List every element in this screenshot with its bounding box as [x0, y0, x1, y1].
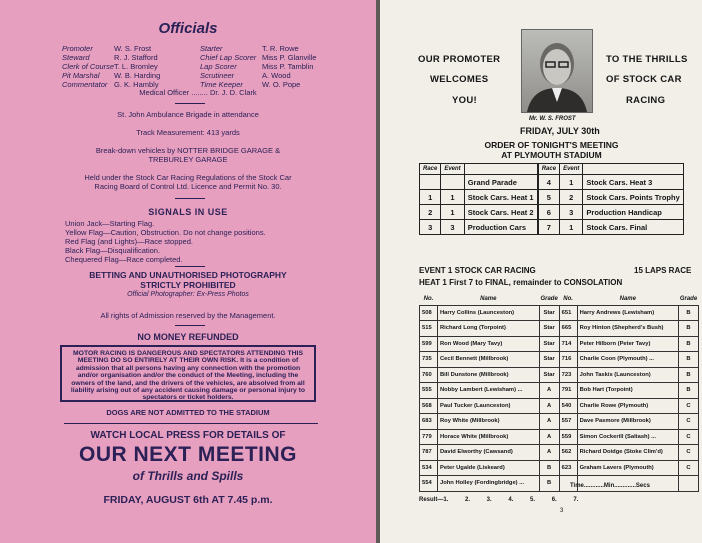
entry-cell [679, 476, 699, 492]
entries-table [419, 293, 699, 492]
table-row [420, 336, 699, 352]
entry-cell: Paul Tucker (Launceston) [438, 398, 540, 414]
order-header: Event [560, 164, 583, 175]
official-role: Pit Marshal [62, 71, 100, 80]
order-header: Race [420, 164, 441, 175]
entry-cell: Dave Pasmore (Millbrook) [577, 414, 678, 430]
order-cell: Stock Cars. Heat 2 [464, 205, 538, 220]
entries-header: No. [563, 295, 573, 302]
right-page [380, 0, 702, 543]
order-cell: Grand Parade [464, 175, 538, 190]
order-cell: 6 [538, 205, 560, 220]
signal-item: Yellow Flag—Caution, Obstruction. Do not change positions. [65, 228, 266, 237]
refund-notice: NO MONEY REFUNDED [137, 332, 239, 342]
order-cell: 7 [538, 220, 560, 235]
official-role-2: Time Keeper [200, 80, 243, 89]
signal-item: Chequered Flag—Race completed. [65, 255, 183, 264]
entry-cell: 540 [559, 398, 577, 414]
promoter-photo [521, 29, 593, 113]
entry-cell: A [539, 445, 559, 461]
order-cell: Production Handicap [583, 205, 684, 220]
entry-cell: B [679, 321, 699, 337]
official-name: W. B. Harding [114, 71, 161, 80]
result-line: Result—1. 2. 3. 4. 5. 6. 7. [419, 497, 579, 503]
betting-notice-1: BETTING AND UNAUTHORISED PHOTOGRAPHY [89, 270, 287, 280]
table-row [420, 398, 699, 414]
warning-box: MOTOR RACING IS DANGEROUS AND SPECTATORS ATTENDING THIS MEETING DO SO ENTIRELY AT THEIR OWN RISK. It is a condition of admission that all persons having any connection with the promotion and/or organisation and/or the conduct of the Meeting, including the owners of the land, and the drivers of the vehicles, are absolved from all liability arising out of any accident causing damage or personal injury to spectators or ticket holders. [60, 345, 316, 402]
official-role-2: Scrutineer [200, 71, 235, 80]
official-role-2: Starter [200, 44, 223, 53]
official-name-2: A. Wood [262, 71, 291, 80]
regulations-text-1: Held under the Stock Car Racing Regulations of the Stock Car [84, 173, 292, 182]
entry-cell: John Holley (Fordingbridge) ... [438, 476, 540, 492]
order-row [420, 205, 684, 220]
entry-cell: Simon Cockerill (Saltash) ... [577, 429, 678, 445]
entry-cell: Peter Hilborn (Peter Tavy) [577, 336, 678, 352]
event-line: EVENT 1 STOCK CAR RACING [419, 266, 536, 275]
order-cell: Production Cars [464, 220, 538, 235]
entry-cell: 568 [420, 398, 438, 414]
heat-line: HEAT 1 First 7 to FINAL, remainder to CONSOLATION [419, 278, 623, 287]
entry-cell: 787 [420, 445, 438, 461]
entry-cell: 508 [420, 305, 438, 321]
entry-cell: 623 [559, 460, 577, 476]
entry-cell: 651 [559, 305, 577, 321]
entry-cell: 735 [420, 352, 438, 368]
entry-cell: 554 [420, 476, 438, 492]
entry-cell: C [679, 398, 699, 414]
table-row [420, 476, 699, 492]
order-header [583, 164, 684, 175]
order-header: Event [441, 164, 464, 175]
order-cell: Stock Cars. Final [583, 220, 684, 235]
entry-cell: Graham Lavers (Plymouth) [577, 460, 678, 476]
entry-cell: 534 [420, 460, 438, 476]
entry-cell: 760 [420, 367, 438, 383]
table-row [420, 414, 699, 430]
order-cell: 1 [420, 190, 441, 205]
entry-cell: Roy White (Millbrook) [438, 414, 540, 430]
entry-cell: Roy Hinton (Shepherd's Bush) [577, 321, 678, 337]
official-role: Promoter [62, 44, 93, 53]
order-cell: 3 [420, 220, 441, 235]
entry-cell: B [679, 336, 699, 352]
entry-cell: 562 [559, 445, 577, 461]
entries-header: Name [619, 295, 636, 302]
entry-cell: Bob Hart (Torpoint) [577, 383, 678, 399]
entry-cell: Richard Long (Torpoint) [438, 321, 540, 337]
official-name-2: T. R. Rowe [262, 44, 299, 53]
divider [175, 325, 205, 326]
entry-cell: Star [539, 321, 559, 337]
entry-cell: A [539, 383, 559, 399]
order-row [420, 175, 684, 190]
table-row [420, 460, 699, 476]
divider [64, 423, 318, 424]
officials-title: Officials [158, 20, 218, 37]
entry-cell: Peter Ugalde (Liskeard) [438, 460, 540, 476]
betting-notice-2: STRICTLY PROHIBITED [140, 280, 236, 290]
order-cell: 1 [441, 190, 464, 205]
entry-cell: Horace White (Millbrook) [438, 429, 540, 445]
thrills-line-3: RACING [626, 95, 666, 106]
entries-header: Name [480, 295, 497, 302]
order-cell [420, 175, 441, 190]
laps-text: 15 LAPS RACE [634, 266, 692, 275]
entry-cell: C [679, 414, 699, 430]
order-cell: 1 [560, 175, 583, 190]
official-role-2: Lap Scorer [200, 62, 237, 71]
entry-cell: 515 [420, 321, 438, 337]
meeting-date: FRIDAY, JULY 30th [520, 126, 600, 136]
entry-cell: B [679, 367, 699, 383]
entry-cell: 714 [559, 336, 577, 352]
divider [175, 198, 205, 199]
entry-cell: Harry Andrews (Lewisham) [577, 305, 678, 321]
entry-cell: Ron Wood (Mary Tavy) [438, 336, 540, 352]
official-name: T. L. Bromley [114, 62, 158, 71]
track-text: Track Measurement: 413 yards [136, 128, 240, 137]
order-cell: Stock Cars. Heat 1 [464, 190, 538, 205]
order-header: Race [538, 164, 560, 175]
promoter-line-1: OUR PROMOTER [418, 54, 501, 65]
official-role: Steward [62, 53, 90, 62]
regulations-text-2: Racing Board of Control Ltd. Licence and Permit No. 30. [94, 182, 282, 191]
medical-officer: Medical Officer ........ Dr. J. D. Clark [139, 88, 257, 97]
entry-cell: Star [539, 352, 559, 368]
entry-cell: 559 [559, 429, 577, 445]
order-cell: Stock Cars. Points Trophy [583, 190, 684, 205]
order-header [464, 164, 538, 175]
order-row [420, 220, 684, 235]
entry-cell: Bill Dunstone (Millbrook) [438, 367, 540, 383]
entry-cell: A [539, 429, 559, 445]
official-role-2: Chief Lap Scorer [200, 53, 257, 62]
entry-cell: C [679, 429, 699, 445]
entry-cell: Harry Collins (Launceston) [438, 305, 540, 321]
order-cell [441, 175, 464, 190]
page-number: 3 [560, 508, 564, 514]
entry-cell: Charlie Coon (Plymouth) ... [577, 352, 678, 368]
table-row [420, 429, 699, 445]
entry-cell: Cecil Bennett (Millbrook) [438, 352, 540, 368]
entries-header: Grade [540, 295, 558, 302]
official-name-2: Miss P. Tamblin [262, 62, 314, 71]
ambulance-text: St. John Ambulance Brigade in attendance [117, 110, 259, 119]
entry-cell: B [679, 383, 699, 399]
table-row [420, 305, 699, 321]
entry-cell: B [539, 476, 559, 492]
table-row [420, 445, 699, 461]
promoter-line-3: YOU! [452, 95, 477, 106]
table-row [420, 321, 699, 337]
signal-item: Black Flag—Disqualification. [65, 246, 161, 255]
entry-cell: 791 [559, 383, 577, 399]
entry-cell: B [539, 460, 559, 476]
entry-cell: B [679, 352, 699, 368]
order-cell: 4 [538, 175, 560, 190]
rights-text: All rights of Admission reserved by the Management. [100, 311, 276, 320]
entry-cell: Star [539, 336, 559, 352]
breakdown-text-2: TREBURLEY GARAGE [148, 155, 228, 164]
thrills-line-1: TO THE THRILLS [606, 54, 688, 65]
entry-cell: 723 [559, 367, 577, 383]
entries-header: No. [423, 295, 434, 302]
promoter-line-2: WELCOMES [430, 74, 489, 85]
signals-title: SIGNALS IN USE [148, 207, 228, 217]
entry-cell: 557 [559, 414, 577, 430]
entry-cell: Star [539, 305, 559, 321]
thrills-line-2: OF STOCK CAR [606, 74, 682, 85]
time-line: Time............Min.............Secs [570, 483, 650, 489]
entry-cell: A [539, 398, 559, 414]
signal-item: Union Jack—Starting Flag. [65, 219, 155, 228]
breakdown-text-1: Break-down vehicles by NOTTER BRIDGE GARAGE & [95, 146, 281, 155]
entry-cell: 665 [559, 321, 577, 337]
official-name-2: Miss P. Glanville [262, 53, 317, 62]
official-name-2: W. O. Pope [262, 80, 301, 89]
divider [175, 103, 205, 104]
entry-cell: 779 [420, 429, 438, 445]
thrills-subtitle: of Thrills and Spills [132, 469, 244, 483]
table-row [420, 367, 699, 383]
order-cell: 3 [560, 205, 583, 220]
order-cell: 5 [538, 190, 560, 205]
entry-cell: John Taskis (Launceston) [577, 367, 678, 383]
official-name: W. S. Frost [114, 44, 152, 53]
entry-cell: 555 [420, 383, 438, 399]
official-role: Clerk of Course [62, 62, 115, 71]
entry-cell: 599 [420, 336, 438, 352]
order-row [420, 190, 684, 205]
divider [175, 266, 205, 267]
entry-cell: A [539, 414, 559, 430]
order-cell: 2 [420, 205, 441, 220]
next-meeting-title: OUR NEXT MEETING [78, 443, 297, 466]
entry-cell: 716 [559, 352, 577, 368]
photographer-text: Official Photographer: Ex-Press Photos [127, 291, 249, 298]
order-cell: 2 [560, 190, 583, 205]
signal-item: Red Flag (and Lights)—Race stopped. [65, 237, 193, 246]
official-name: R. J. Stafford [114, 53, 158, 62]
entry-cell: C [679, 445, 699, 461]
table-row [420, 383, 699, 399]
entry-cell: David Elworthy (Cawsand) [438, 445, 540, 461]
entry-cell: B [679, 305, 699, 321]
next-meeting-date: FRIDAY, AUGUST 6th AT 7.45 p.m. [103, 494, 273, 506]
entries-header: Grade [679, 295, 698, 302]
entry-cell: 683 [420, 414, 438, 430]
entry-cell: Star [539, 367, 559, 383]
table-row [420, 352, 699, 368]
order-cell: 3 [441, 220, 464, 235]
order-title-line-1: ORDER OF TONIGHT'S MEETING [484, 140, 619, 150]
entry-cell: Charlie Rowe (Plymouth) [577, 398, 678, 414]
dogs-notice: DOGS ARE NOT ADMITTED TO THE STADIUM [106, 408, 270, 417]
order-cell: Stock Cars. Heat 3 [583, 175, 684, 190]
order-title-line-2: AT PLYMOUTH STADIUM [501, 150, 602, 160]
entry-cell: C [679, 460, 699, 476]
order-title [419, 140, 684, 160]
watch-press-text: WATCH LOCAL PRESS FOR DETAILS OF [90, 430, 286, 441]
official-role: Commentator [62, 80, 108, 89]
order-cell: 1 [560, 220, 583, 235]
photo-caption: Mr. W. S. FROST [529, 116, 576, 122]
official-name: G. K. Hambly [114, 80, 159, 89]
order-table [419, 163, 684, 235]
entry-cell: Richard Doidge (Stoke Clim'd) [577, 445, 678, 461]
order-cell: 1 [441, 205, 464, 220]
entry-cell: Nobby Lambert (Lewisham) ... [438, 383, 540, 399]
